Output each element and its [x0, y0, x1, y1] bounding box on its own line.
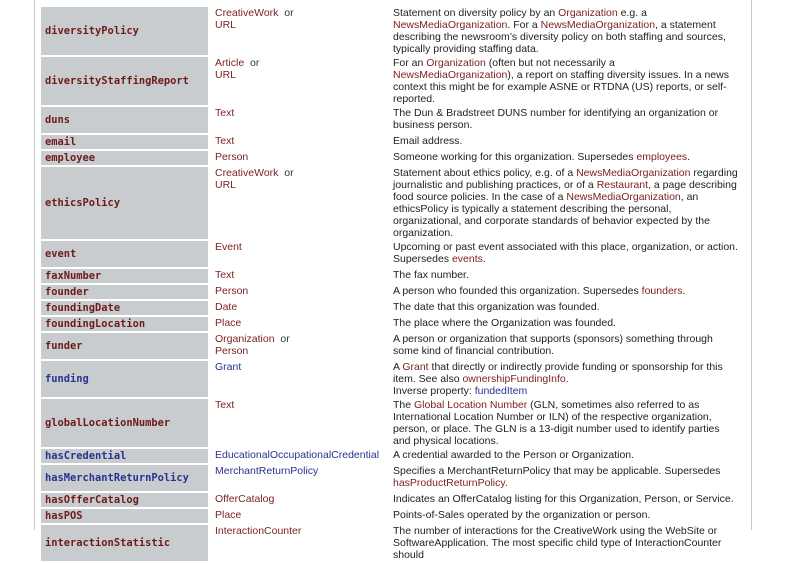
- description-cell: [387, 135, 746, 149]
- description-text: Indicates an OfferCatalog listing for this Organization, Person, or Service.: [393, 493, 734, 505]
- property-name-link[interactable]: diversityStaffingReport: [45, 75, 189, 87]
- description-text: Upcoming or past event associated with this place, organization, or action. Supersedes: [393, 241, 738, 265]
- or-separator: or: [250, 57, 260, 69]
- description-text: The number of interactions for the CreativeWork using the WebSite or SoftwareApplication. The most specific child type of InteractionCounter should: [393, 525, 722, 561]
- property-name-cell: [41, 509, 208, 523]
- description-link[interactable]: NewsMediaOrganization: [566, 191, 681, 203]
- property-row: [41, 57, 746, 105]
- description-text: regarding journalistic and publishing practices, or of a: [393, 167, 738, 191]
- property-name-cell: [41, 317, 208, 331]
- description-text: (often but not necessarily a: [485, 57, 615, 69]
- property-row: [41, 509, 746, 523]
- expected-type-cell: [212, 285, 387, 299]
- description-text: A: [393, 361, 403, 373]
- type-link[interactable]: URL: [215, 19, 237, 31]
- description-text: Specifies a MerchantReturnPolicy that may be applicable. Supersedes: [393, 465, 721, 477]
- description-text: .: [504, 477, 508, 489]
- property-name-link[interactable]: ethicsPolicy: [45, 197, 121, 209]
- property-row: [41, 317, 746, 331]
- property-name-cell: [41, 301, 208, 315]
- description-cell: [387, 509, 746, 523]
- property-row: [41, 361, 746, 397]
- property-name-cell: [41, 361, 208, 397]
- description-link[interactable]: ownershipFundingInfo: [462, 373, 566, 385]
- description-link[interactable]: Organization: [426, 57, 486, 69]
- property-name-cell: [41, 151, 208, 165]
- description-text: Statement about ethics policy, e.g. of a: [393, 167, 577, 179]
- property-row: [41, 493, 746, 507]
- expected-type-cell: [212, 151, 387, 165]
- property-row: [41, 241, 746, 267]
- expected-type-cell: [212, 399, 387, 447]
- type-link[interactable]: Text: [215, 135, 235, 147]
- description-text: A person who founded this organization. Supersedes: [393, 285, 642, 297]
- property-name-cell: [41, 57, 208, 105]
- property-row: [41, 465, 746, 491]
- type-link[interactable]: Article: [215, 57, 245, 69]
- property-name-link[interactable]: foundingDate: [45, 302, 121, 314]
- property-name-cell: [41, 241, 208, 267]
- description-text: For an: [393, 57, 427, 69]
- description-text: (GLN, sometimes also referred to as International Location Number or ILN) of the respective organization, person, or place. The GLN is a 13-digit number used to identify parties and physical locations.: [393, 399, 720, 447]
- property-name-cell: [41, 7, 208, 55]
- description-link[interactable]: employees: [636, 151, 688, 163]
- type-link[interactable]: Event: [215, 241, 242, 253]
- type-link[interactable]: Person: [215, 151, 249, 163]
- description-cell: [387, 301, 746, 315]
- description-cell: [387, 333, 746, 359]
- right-border: [751, 0, 752, 530]
- type-link[interactable]: Person: [215, 285, 249, 297]
- description-text: that directly or indirectly provide funding or sponsorship for this item. See also: [393, 361, 723, 385]
- description-cell: [387, 525, 746, 561]
- left-border: [34, 0, 35, 530]
- expected-type-cell: [212, 269, 387, 283]
- description-text: Inverse property:: [393, 385, 475, 397]
- expected-type-cell: [212, 317, 387, 331]
- type-link[interactable]: OfferCatalog: [215, 493, 275, 505]
- or-separator: or: [284, 7, 294, 19]
- description-link[interactable]: NewsMediaOrganization: [393, 69, 508, 81]
- expected-type-cell: [212, 449, 387, 463]
- expected-type-cell: [212, 167, 387, 239]
- description-text: , a page describing food source policies. In the case of a: [393, 179, 737, 203]
- description-cell: [387, 493, 746, 507]
- type-link[interactable]: Text: [215, 269, 235, 281]
- type-link[interactable]: Date: [215, 301, 238, 313]
- expected-type-cell: [212, 241, 387, 267]
- property-row: [41, 285, 746, 299]
- property-name-link[interactable]: hasMerchantReturnPolicy: [45, 472, 189, 484]
- description-link[interactable]: Global Location Number: [414, 399, 528, 411]
- description-text: Email address.: [393, 135, 463, 147]
- inverse-property-link[interactable]: fundedItem: [474, 385, 528, 397]
- description-text: . For a: [507, 19, 541, 31]
- property-name-cell: [41, 449, 208, 463]
- property-name-cell: [41, 399, 208, 447]
- description-cell: [387, 399, 746, 447]
- description-text: .: [482, 253, 486, 265]
- property-name-cell: [41, 493, 208, 507]
- property-name-link[interactable]: hasCredential: [45, 450, 127, 462]
- description-link[interactable]: events: [451, 253, 483, 265]
- expected-type-cell: [212, 301, 387, 315]
- type-link[interactable]: Grant: [215, 361, 242, 373]
- description-cell: [387, 317, 746, 331]
- expected-type-cell: [212, 493, 387, 507]
- type-link[interactable]: InteractionCounter: [215, 525, 302, 537]
- type-link[interactable]: CreativeWork: [215, 7, 279, 19]
- property-row: [41, 333, 746, 359]
- description-cell: [387, 57, 746, 105]
- description-cell: [387, 7, 746, 55]
- property-name-cell: [41, 107, 208, 133]
- property-name-cell: [41, 333, 208, 359]
- description-text: The date that this organization was founded.: [393, 301, 600, 313]
- properties-table: [41, 5, 746, 563]
- description-link[interactable]: NewsMediaOrganization: [576, 167, 691, 179]
- description-cell: [387, 151, 746, 165]
- description-cell: [387, 241, 746, 267]
- description-text: The: [393, 399, 415, 411]
- property-row: [41, 525, 746, 561]
- property-name-link[interactable]: email: [45, 136, 77, 148]
- expected-type-cell: [212, 333, 387, 359]
- property-name-link[interactable]: foundingLocation: [45, 318, 146, 330]
- expected-type-cell: [212, 57, 387, 105]
- property-row: [41, 269, 746, 283]
- type-link[interactable]: Person: [215, 345, 249, 357]
- property-name-link[interactable]: hasPOS: [45, 510, 83, 522]
- description-cell: [387, 107, 746, 133]
- description-text: The place where the Organization was founded.: [393, 317, 616, 329]
- property-name-link[interactable]: globalLocationNumber: [45, 417, 171, 429]
- description-text: .: [687, 151, 691, 163]
- description-text: A credential awarded to the Person or Organization.: [393, 449, 635, 461]
- property-row: [41, 399, 746, 447]
- description-link[interactable]: hasProductReturnPolicy: [393, 477, 505, 489]
- property-name-cell: [41, 269, 208, 283]
- description-link[interactable]: NewsMediaOrganization: [540, 19, 656, 31]
- type-link[interactable]: Organization: [215, 333, 275, 345]
- property-name-link[interactable]: founder: [45, 286, 89, 298]
- property-name-link[interactable]: employee: [45, 152, 96, 164]
- property-row: [41, 135, 746, 149]
- property-name-link[interactable]: duns: [45, 114, 71, 126]
- description-link[interactable]: Organization: [558, 7, 618, 19]
- property-name-cell: [41, 465, 208, 491]
- property-row: [41, 107, 746, 133]
- description-text: The fax number.: [393, 269, 469, 281]
- property-name-link[interactable]: funding: [45, 373, 89, 385]
- description-text: A person or organization that supports (sponsors) something through some kind of financial contribution.: [393, 333, 713, 357]
- type-link[interactable]: CreativeWork: [215, 167, 279, 179]
- expected-type-cell: [212, 107, 387, 133]
- description-text: .: [565, 373, 569, 385]
- property-name-link[interactable]: funder: [45, 340, 83, 352]
- description-text: Someone working for this organization. Supersedes: [393, 151, 637, 163]
- description-link[interactable]: Restaurant: [596, 179, 649, 191]
- property-name-link[interactable]: event: [45, 248, 77, 260]
- description-text: , a statement describing the newsroom’s diversity policy on both staffing and sources, typically providing staffing data.: [393, 19, 726, 55]
- description-cell: [387, 465, 746, 491]
- description-text: Statement on diversity policy by an: [393, 7, 559, 19]
- description-cell: [387, 449, 746, 463]
- description-cell: [387, 167, 746, 239]
- type-link[interactable]: Place: [215, 317, 242, 329]
- property-row: [41, 167, 746, 239]
- description-cell: [387, 285, 746, 299]
- property-name-cell: [41, 167, 208, 239]
- property-name-cell: [41, 525, 208, 561]
- description-cell: [387, 269, 746, 283]
- or-separator: or: [280, 333, 290, 345]
- description-link[interactable]: NewsMediaOrganization: [393, 19, 508, 31]
- description-cell: [387, 361, 746, 397]
- description-text: e.g. a: [617, 7, 647, 19]
- property-row: [41, 301, 746, 315]
- property-name-link[interactable]: interactionStatistic: [45, 537, 171, 549]
- type-link[interactable]: URL: [215, 179, 237, 191]
- expected-type-cell: [212, 525, 387, 561]
- expected-type-cell: [212, 465, 387, 491]
- type-link[interactable]: URL: [215, 69, 237, 81]
- description-text: ), a report on staffing diversity issues. In a news context this might be for example ASNE or RTDNA (US) reports, or self-reported.: [393, 69, 729, 105]
- type-link[interactable]: Text: [215, 399, 235, 411]
- type-link[interactable]: MerchantReturnPolicy: [215, 465, 319, 477]
- property-row: [41, 151, 746, 165]
- description-text: Points-of-Sales operated by the organization or person.: [393, 509, 651, 521]
- description-link[interactable]: founders: [641, 285, 683, 297]
- description-link[interactable]: Grant: [402, 361, 429, 373]
- property-name-cell: [41, 285, 208, 299]
- description-text: , an ethicsPolicy is typically a statement describing the personal, organizational, and corporate standards of behavior expected by the organization.: [393, 191, 710, 239]
- property-name-cell: [41, 135, 208, 149]
- property-name-link[interactable]: hasOfferCatalog: [45, 494, 139, 506]
- expected-type-cell: [212, 509, 387, 523]
- expected-type-cell: [212, 361, 387, 397]
- description-text: .: [682, 285, 686, 297]
- expected-type-cell: [212, 7, 387, 55]
- type-link[interactable]: Place: [215, 509, 242, 521]
- expected-type-cell: [212, 135, 387, 149]
- property-name-link[interactable]: diversityPolicy: [45, 25, 139, 37]
- property-row: [41, 449, 746, 463]
- type-link[interactable]: Text: [215, 107, 235, 119]
- description-text: The Dun & Bradstreet DUNS number for identifying an organization or business person.: [393, 107, 719, 131]
- type-link[interactable]: EducationalOccupationalCredential: [215, 449, 380, 461]
- property-name-link[interactable]: faxNumber: [45, 270, 102, 282]
- property-row: [41, 7, 746, 55]
- or-separator: or: [284, 167, 294, 179]
